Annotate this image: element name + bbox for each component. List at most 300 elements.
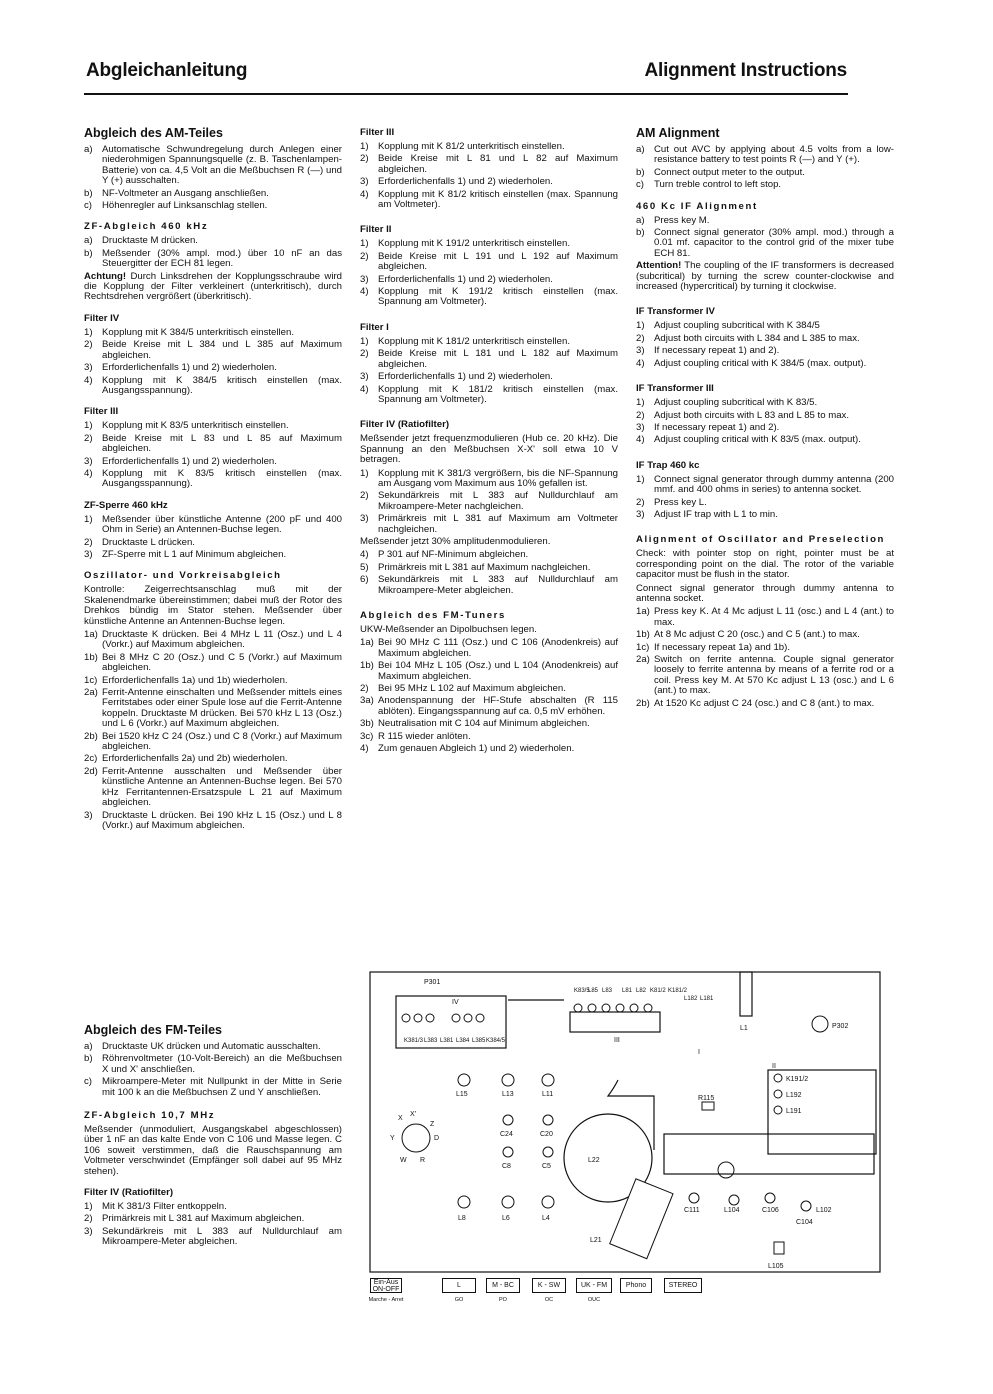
filter-iii-box: [570, 1012, 660, 1032]
zf-460-title: ZF-Abgleich 460 kHz: [84, 221, 209, 233]
label-filter-i: I: [698, 1049, 700, 1056]
ferrite-rod: [610, 1179, 673, 1259]
list-item: [360, 385, 618, 406]
label-c104: C104: [796, 1219, 813, 1226]
label-l83: L83: [602, 988, 613, 994]
list-item-label: 2a): [636, 654, 650, 665]
list-item-text: Meßsender (30% ampl. mod.) über 10 nF an das Steuergitter der ECH 81 legen.: [102, 247, 342, 270]
list-item-label: 1b): [636, 629, 650, 641]
oscillator-list: [84, 630, 342, 831]
list-item-label: 3): [636, 345, 645, 357]
list-item-label: 3): [84, 548, 93, 560]
list-item: [360, 177, 618, 187]
list-item-text: Neutralisation mit C 104 auf Minimum abgleichen.: [378, 718, 590, 730]
list-item: [636, 475, 894, 496]
label-z: Z: [430, 1121, 435, 1128]
list-item-label: 3c): [360, 730, 374, 742]
list-item-label: 2): [636, 409, 645, 421]
list-item-label: 4): [360, 286, 369, 298]
list-item: [360, 684, 618, 694]
list-item: [84, 236, 342, 246]
list-item: [84, 767, 342, 809]
list-item-text: Adjust coupling critical with K 83/5 (max. output).: [654, 434, 861, 446]
list-item-label: b): [84, 247, 93, 259]
list-item-text: Drucktaste L drücken. Bei 190 kHz L 15 (Osz.) und L 8 (Vorkr.) auf Maximum abgleichen.: [102, 809, 342, 831]
label-l102: L102: [816, 1207, 832, 1214]
label-r115: R115: [698, 1095, 715, 1102]
list-item-label: 3): [360, 371, 369, 383]
list-item-label: 1c): [84, 674, 98, 686]
list-item: [84, 189, 342, 199]
label-c106: C106: [762, 1207, 779, 1214]
list-item-text: Adjust IF trap with L 1 to min.: [654, 508, 778, 520]
if-note-label: Attention!: [636, 260, 682, 272]
list-item-label: 3): [360, 176, 369, 188]
label-c24: C24: [500, 1131, 513, 1138]
list-item: [360, 190, 618, 211]
list-item: [360, 719, 618, 729]
label-x: X: [398, 1115, 403, 1122]
filter-iii-list: [84, 421, 342, 489]
filter-iii-fm-title: Filter III: [360, 127, 395, 138]
list-item-label: a): [636, 214, 645, 226]
osc-alignment-list: [636, 607, 894, 709]
list-item: [360, 275, 618, 285]
list-item-text: Drucktaste M drücken.: [102, 235, 198, 247]
list-item: [636, 398, 894, 408]
list-item-text: Beide Kreise mit L 83 und L 85 auf Maximum abgleichen.: [102, 432, 342, 455]
ratiofilter-fm-title: Filter IV (Ratiofilter): [84, 1187, 174, 1199]
filter-iv-list: [84, 328, 342, 396]
list-item: [84, 1202, 342, 1212]
list-item-text: Kopplung mit K 181/2 unterkritisch einstellen.: [378, 335, 570, 347]
label-filter-iv: IV: [452, 999, 459, 1006]
list-item: [636, 498, 894, 508]
button-stereo: STEREO: [664, 1278, 702, 1293]
list-item: [84, 469, 342, 490]
list-item-label: 4): [360, 188, 369, 200]
ratiofilter-text: Meßsender jetzt frequenzmodulieren (Hub ce. 20 kHz). Die Spannung an den Meßbuchsen X-X' soll etwa 10 V betragen.: [360, 433, 618, 466]
chassis-layout-diagram: [368, 970, 882, 1286]
label-l81: L81: [622, 988, 633, 994]
column-am-german: [84, 127, 342, 833]
list-item-text: Connect output meter to the output.: [654, 166, 805, 178]
list-item-text: Connect signal generator (30% ampl. mod.) through a 0.01 mf. capacitor to the control grid of the mixer tube ECH 81.: [654, 227, 894, 259]
list-item-label: a): [84, 1041, 93, 1052]
list-item-label: 4): [636, 357, 645, 369]
label-k83-5: K83/5: [574, 988, 590, 994]
list-item-label: c): [84, 200, 92, 212]
list-item: [360, 491, 618, 512]
list-item: [84, 1042, 342, 1052]
list-item-text: Bei 1520 kHz C 24 (Osz.) und C 8 (Vorkr.) auf Maximum abgleichen.: [102, 730, 342, 753]
zf-sperre-title: ZF-Sperre 460 kHz: [84, 499, 168, 511]
list-item-text: Höhenregler auf Linksanschlag stellen.: [102, 200, 268, 212]
fm-section-title: Abgleich des FM-Teiles: [84, 1023, 222, 1037]
list-item-text: Adjust both circuits with L 384 and L 385 to max.: [654, 332, 860, 344]
fm-tuner-title: Abgleich des FM-Tuners: [360, 610, 506, 621]
list-item: [84, 688, 342, 730]
am-alignment-list: [636, 145, 894, 191]
label-l1: L1: [740, 1025, 748, 1032]
list-item-text: Kopplung mit K 81/2 kritisch einstellen (max. Spannung am Voltmeter).: [378, 188, 618, 211]
list-item: [84, 434, 342, 455]
if-transformer-iv-list: [636, 321, 894, 369]
label-k381-3: K381/3: [404, 1038, 424, 1044]
list-item-text: Ferrit-Antenne einschalten und Meßsender mittels eines Ferritstabes oder einer Spule lose auf die Ferrit-Antenne koppeln. Drucktaste M drücken. Bei 570 kHz L 13 (Osz.) und L 6 (Vorkr.) auf Maximum abgleichen.: [102, 687, 342, 730]
list-item-text: Beide Kreise mit L 384 und L 385 auf Maximum abgleichen.: [102, 339, 342, 361]
list-item: [636, 699, 894, 709]
list-item-label: 6): [360, 574, 369, 586]
list-item-text: Switch on ferrite antenna. Couple signal generator loosely to ferrite antenna by means of a ferrite rod or a coil. Press key M. At 570 Kc adjust L 13 (osc.) and L 6 (ant.) to max.: [654, 654, 894, 697]
list-item-text: Kopplung mit K 81/2 unterkritisch einstellen.: [378, 141, 565, 152]
zf-460-list: [84, 236, 342, 269]
fm-tuner-text: UKW-Meßsender an Dipolbuchsen legen.: [360, 624, 537, 635]
list-item-label: 2): [360, 490, 369, 502]
list-item-text: R 115 wieder anlöten.: [378, 730, 471, 742]
list-item: [360, 287, 618, 308]
if-note-text: The coupling of the IF transformers is decreased (subcritical) by turning the screw counter-clockwise and increased (hypercritical) by turning it clockwise.: [636, 260, 894, 293]
label-filter-ii: II: [772, 1063, 776, 1070]
list-item-text: Adjust coupling subcritical with K 83/5.: [654, 397, 818, 409]
list-item-label: a): [636, 144, 645, 155]
label-k384-5: K384/5: [486, 1038, 506, 1044]
list-item-label: 2): [84, 1213, 93, 1225]
list-item-text: Adjust coupling critical with K 384/5 (max. output).: [654, 357, 867, 369]
header-left-title: Abgleichanleitung: [86, 60, 248, 81]
list-item: [84, 201, 342, 211]
l1-coil: [740, 972, 752, 1016]
list-item: [84, 653, 342, 674]
list-item: [360, 239, 618, 249]
label-c5: C5: [542, 1163, 551, 1170]
list-item-label: 3): [360, 513, 369, 525]
if-transformer-iv-title: IF Transformer IV: [636, 306, 715, 318]
button-l-sub: GO: [454, 1297, 464, 1303]
list-item-text: Connect signal generator through dummy antenna (200 mmf. and 400 ohms in series) to antenna socket.: [654, 473, 894, 496]
list-item-label: 1): [360, 141, 369, 152]
list-item-label: 2): [360, 250, 369, 262]
button-k-sw: K - SW: [532, 1278, 566, 1293]
button-phono: Phono: [620, 1278, 652, 1293]
label-l8: L8: [458, 1215, 466, 1222]
if-trap-title: IF Trap 460 kc: [636, 459, 700, 471]
list-item: [360, 514, 618, 535]
if-note: [636, 261, 894, 292]
list-item: [360, 142, 618, 152]
column-fm-section: [84, 1024, 342, 1250]
list-item: [360, 550, 618, 560]
ratiofilter-title: Filter IV (Ratiofilter): [360, 419, 450, 431]
list-item: [84, 1054, 342, 1075]
list-item-label: 2b): [84, 730, 98, 742]
button-m-bc-sub: PO: [499, 1297, 507, 1303]
list-item: [360, 469, 618, 490]
list-item: [360, 575, 618, 596]
list-item-label: 2): [84, 339, 93, 351]
label-l383: L383: [424, 1038, 438, 1044]
list-item-text: Bei 104 MHz L 105 (Osz.) und L 104 (Anodenkreis) auf Maximum abgleichen.: [378, 660, 618, 682]
list-item-text: Erforderlichenfalls 1) und 2) wiederholen.: [378, 371, 553, 383]
label-l104: L104: [724, 1207, 740, 1214]
list-item-text: P 301 auf NF-Minimum abgleichen.: [378, 549, 529, 561]
list-item-label: 4): [636, 434, 645, 446]
list-item-label: 4): [360, 549, 369, 561]
label-w: W: [400, 1157, 407, 1164]
list-item: [84, 550, 342, 560]
header-rule: [84, 93, 848, 95]
list-item: [636, 168, 894, 178]
zf-note-label: Achtung!: [84, 270, 127, 282]
list-item-text: NF-Voltmeter an Ausgang anschließen.: [102, 187, 269, 199]
list-item-text: Primärkreis mit L 381 auf Maximum am Voltmeter nachgleichen.: [378, 513, 618, 535]
list-item-label: 3): [84, 362, 93, 374]
list-item-text: Bei 8 MHz C 20 (Osz.) und C 5 (Vorkr.) auf Maximum abgleichen.: [102, 651, 342, 674]
list-item-text: Kopplung mit K 191/2 kritisch einstellen (max. Spannung am Voltmeter).: [378, 286, 618, 308]
list-item-text: Zum genauen Abgleich 1) und 2) wiederholen.: [378, 743, 575, 755]
label-l4: L4: [542, 1215, 550, 1222]
list-item-text: Primärkreis mit L 381 auf Maximum nachgleichen.: [378, 561, 591, 573]
list-item-label: c): [636, 179, 644, 191]
label-d: D: [434, 1135, 440, 1142]
list-item-text: Adjust both circuits with L 83 and L 85 to max.: [654, 409, 849, 421]
list-item: [84, 457, 342, 467]
if-transformer-iii-list: [636, 398, 894, 446]
list-item-label: 1): [360, 467, 369, 479]
list-item-label: b): [636, 227, 645, 239]
label-c20: C20: [540, 1131, 553, 1138]
am-alignment-title: AM Alignment: [636, 126, 720, 140]
list-item-text: Primärkreis mit L 381 auf Maximum abgleichen.: [102, 1213, 305, 1225]
list-item: [636, 655, 894, 697]
label-r: R: [420, 1157, 426, 1164]
label-l21: L21: [590, 1237, 602, 1244]
list-item-label: 1): [360, 238, 369, 250]
list-item-text: Cut out AVC by applying about 4.5 volts from a low-resistance battery to test points R (—) and Y (+).: [654, 144, 894, 166]
button-m-bc: M - BC: [486, 1278, 520, 1293]
list-item-text: At 8 Mc adjust C 20 (osc.) and C 5 (ant.) to max.: [654, 629, 860, 641]
list-item: [84, 811, 342, 832]
list-item-label: 1): [84, 1201, 93, 1213]
button-uk-fm: UK - FM: [576, 1278, 612, 1293]
list-item-label: 4): [360, 383, 369, 395]
list-item: [84, 515, 342, 536]
fm-tuner-list: [360, 638, 618, 754]
label-l22: L22: [588, 1157, 600, 1164]
list-item-label: 1): [360, 335, 369, 347]
list-item-label: 2): [84, 432, 93, 444]
label-l11: L11: [542, 1091, 554, 1098]
header-right-title: Alignment Instructions: [644, 60, 847, 81]
list-item: [360, 154, 618, 175]
pushbutton-row: [370, 1278, 730, 1312]
am-section-title: Abgleich des AM-Teiles: [84, 126, 223, 140]
label-l384: L384: [456, 1038, 470, 1044]
label-l82: L82: [636, 988, 647, 994]
list-item: [636, 228, 894, 259]
label-k191-2: K191/2: [786, 1076, 809, 1083]
list-item: [360, 252, 618, 273]
list-item: [84, 1214, 342, 1224]
list-item: [636, 643, 894, 653]
list-item: [636, 145, 894, 166]
list-item: [636, 180, 894, 190]
list-item-label: 4): [84, 374, 93, 386]
list-item-label: 3): [636, 508, 645, 520]
list-item-text: Kopplung mit K 384/5 kritisch einstellen (max. Ausgangsspannung).: [102, 374, 342, 396]
list-item: [360, 337, 618, 347]
list-item-label: b): [84, 1053, 93, 1065]
oscillator-text: Kontrolle: Zeigerrechtsanschlag muß mit der Skalenendmarke übereinstimmen; dabei muß der Rotor des Drehkos bündig im Stator stehen. Meßsender über künstliche Antenne an Antennen-Buchse legen.: [84, 584, 342, 627]
list-item-text: Kopplung mit K 384/5 unterkritisch einstellen.: [102, 326, 294, 338]
list-item-text: Press key K. At 4 Mc adjust L 11 (osc.) and L 4 (ant.) to max.: [654, 606, 894, 628]
list-item-text: If necessary repeat 1a) and 1b).: [654, 641, 790, 653]
list-item: [360, 732, 618, 742]
ratiofilter-list: [360, 469, 618, 535]
list-item-label: a): [84, 144, 93, 155]
list-item: [84, 421, 342, 431]
list-item-text: Kopplung mit K 83/5 kritisch einstellen (max. Ausgangsspannung).: [102, 467, 342, 490]
list-item-text: Adjust coupling subcritical with K 384/5: [654, 320, 820, 332]
filter-ii-box: [768, 1070, 876, 1154]
list-item-text: Kopplung mit K 191/2 unterkritisch einstellen.: [378, 238, 570, 250]
column-english: [636, 127, 894, 711]
list-item: [636, 510, 894, 520]
list-item-label: 2): [360, 348, 369, 360]
list-item-label: 3): [636, 421, 645, 433]
list-item-text: Kopplung mit K 181/2 kritisch einstellen (max. Spannung am Voltmeter).: [378, 383, 618, 405]
ratiofilter-fm-list: [84, 1202, 342, 1248]
list-item: [360, 744, 618, 754]
if-trap-list: [636, 475, 894, 521]
list-item: [84, 340, 342, 361]
fm-prep-list: [84, 1042, 342, 1098]
list-item-text: Erforderlichenfalls 1) und 2) wiederholen.: [378, 176, 553, 188]
list-item-label: 1c): [636, 641, 650, 653]
label-c8: C8: [502, 1163, 511, 1170]
list-item: [636, 216, 894, 226]
list-item: [84, 1227, 342, 1248]
label-c111: C111: [684, 1207, 700, 1214]
list-item: [360, 372, 618, 382]
list-item-label: 3b): [360, 718, 374, 730]
list-item-text: Automatische Schwundregelung durch Anlegen einer niederohmigen Spannungsquelle (z. B. Taschenlampen-Batterie) von ca. 4,5 Volt an die Meßbuchsen R (—) und Y (+) ausschalten.: [102, 144, 342, 187]
list-item-label: 2): [636, 496, 645, 508]
list-item-label: 3): [84, 1225, 93, 1237]
list-item-label: 1a): [84, 629, 98, 640]
list-item: [84, 754, 342, 764]
list-item-label: 3): [84, 455, 93, 467]
button-l: L: [442, 1278, 476, 1293]
list-item-label: 2d): [84, 765, 98, 777]
osc-alignment-text2: Connect signal generator through dummy antenna to antenna socket.: [636, 582, 894, 604]
list-item-label: c): [84, 1076, 92, 1088]
list-item: [84, 1077, 342, 1098]
list-item-text: Press key M.: [654, 214, 710, 226]
list-item-label: 1): [84, 420, 93, 432]
list-item: [636, 435, 894, 445]
list-item-text: At 1520 Kc adjust C 24 (osc.) and C 8 (ant.) to max.: [654, 697, 875, 709]
column-fm-german: [360, 127, 618, 756]
label-k181-2: K181/2: [668, 988, 688, 994]
list-item-label: 3): [84, 809, 93, 821]
list-item: [84, 676, 342, 686]
list-item-text: Drucktaste K drücken. Bei 4 MHz L 11 (Osz.) und L 4 (Vorkr.) auf Maximum abgleichen.: [102, 629, 342, 651]
list-item-text: Press key L.: [654, 496, 707, 508]
filter-iv-title: Filter IV: [84, 312, 120, 324]
label-p302: P302: [832, 1023, 849, 1030]
list-item-label: b): [636, 166, 645, 178]
list-item-label: 2c): [84, 753, 98, 765]
list-item-label: 2): [360, 683, 369, 695]
list-item-label: 1): [636, 473, 645, 485]
list-item: [636, 607, 894, 628]
if-alignment-title: 460 Kc IF Alignment: [636, 200, 758, 212]
label-l181: L181: [700, 996, 714, 1002]
list-item-text: Sekundärkreis mit L 383 auf Nulldurchlauf am Mikroampere-Meter abgleichen.: [102, 1225, 342, 1248]
label-l191: L191: [786, 1108, 802, 1115]
list-item-label: 4): [84, 467, 93, 479]
filter-iii-fm-list: [360, 142, 618, 210]
zf-107-text: Meßsender (unmoduliert, Ausgangskabel abgeschlossen) über 1 nF an das kalte Ende von C 106 und Masse legen. C 106 soweit verstimmen, daß die Rauschspannung am Voltmeter verschwindet (Empfänger soll dabei auf 95 MHz stehen).: [84, 1124, 342, 1177]
list-item: [636, 411, 894, 421]
list-item-label: b): [84, 187, 93, 199]
list-item-label: 1): [84, 513, 93, 525]
osc-alignment-text: Check: with pointer stop on right, pointer must be at corresponding point on the dial. The rotor of the variable capacitor must be flush in the stator.: [636, 548, 894, 581]
list-item: [84, 732, 342, 753]
list-item: [84, 363, 342, 373]
list-item: [636, 334, 894, 344]
button-on-off: Ein-Aus ON-OFF: [370, 1278, 402, 1293]
list-item-text: Sekundärkreis mit L 383 auf Nulldurchlauf am Mikroampere-Meter nachgleichen.: [378, 490, 618, 512]
if-transformer-iii-title: IF Transformer III: [636, 383, 714, 395]
label-l105: L105: [768, 1263, 784, 1270]
zf-107-title: ZF-Abgleich 10,7 MHz: [84, 1110, 216, 1122]
list-item: [84, 249, 342, 270]
list-item-label: 1): [84, 326, 93, 338]
label-filter-iii: III: [614, 1037, 620, 1044]
list-item-label: 2b): [636, 697, 650, 709]
list-item-text: Erforderlichenfalls 1) und 2) wiederholen.: [102, 362, 277, 374]
list-item-text: Beide Kreise mit L 181 und L 182 auf Maximum abgleichen.: [378, 348, 618, 370]
button-k-sw-sub: OC: [544, 1297, 554, 1303]
list-item: [84, 328, 342, 338]
list-item-text: If necessary repeat 1) and 2).: [654, 345, 780, 357]
list-item-label: 1a): [360, 637, 374, 649]
zf-note-text: Durch Linksdrehen der Kopplungsschraube wird die Kopplung der Filter verkleinert (unterkritisch), durch Rechtsdrehen vergrößert (überkritisch).: [84, 270, 342, 303]
list-item-label: 2a): [84, 687, 98, 699]
list-item: [84, 630, 342, 651]
list-item-text: Kopplung mit K 381/3 vergrößern, bis die NF-Spannung am Ausgang vom Maximum aus 10% gefallen ist.: [378, 467, 618, 489]
list-item: [360, 563, 618, 573]
list-item-text: Beide Kreise mit L 81 und L 82 auf Maximum abgleichen.: [378, 153, 618, 175]
list-item-text: Erforderlichenfalls 1) und 2) wiederholen.: [378, 273, 553, 285]
list-item-label: 3): [360, 273, 369, 285]
list-item-label: 1b): [360, 660, 374, 672]
list-item: [636, 423, 894, 433]
label-l385: L385: [472, 1038, 486, 1044]
am-prep-list: [84, 145, 342, 211]
list-item-label: 1a): [636, 606, 650, 618]
list-item-text: Meßsender über künstliche Antenne (200 pF und 400 Ohm in Serie) an Antennen-Buchse legen.: [102, 513, 342, 536]
list-item-text: Drucktaste UK drücken und Automatic ausschalten.: [102, 1041, 321, 1052]
label-l15: L15: [456, 1091, 468, 1098]
list-item-text: Ferrit-Antenne ausschalten und Meßsender über künstliche Antenne an Antennen-Buchse legen. Bei 570 kHz Ferritantennen-Ersatzspule L 21 auf Maximum abgleichen.: [102, 765, 342, 809]
list-item: [636, 346, 894, 356]
list-item-text: Beide Kreise mit L 191 und L 192 auf Maximum abgleichen.: [378, 250, 618, 273]
list-item-text: Röhrenvoltmeter (10-Volt-Bereich) an die Meßbuchsen X und X' anschließen.: [102, 1053, 342, 1075]
list-item-label: a): [84, 235, 93, 247]
